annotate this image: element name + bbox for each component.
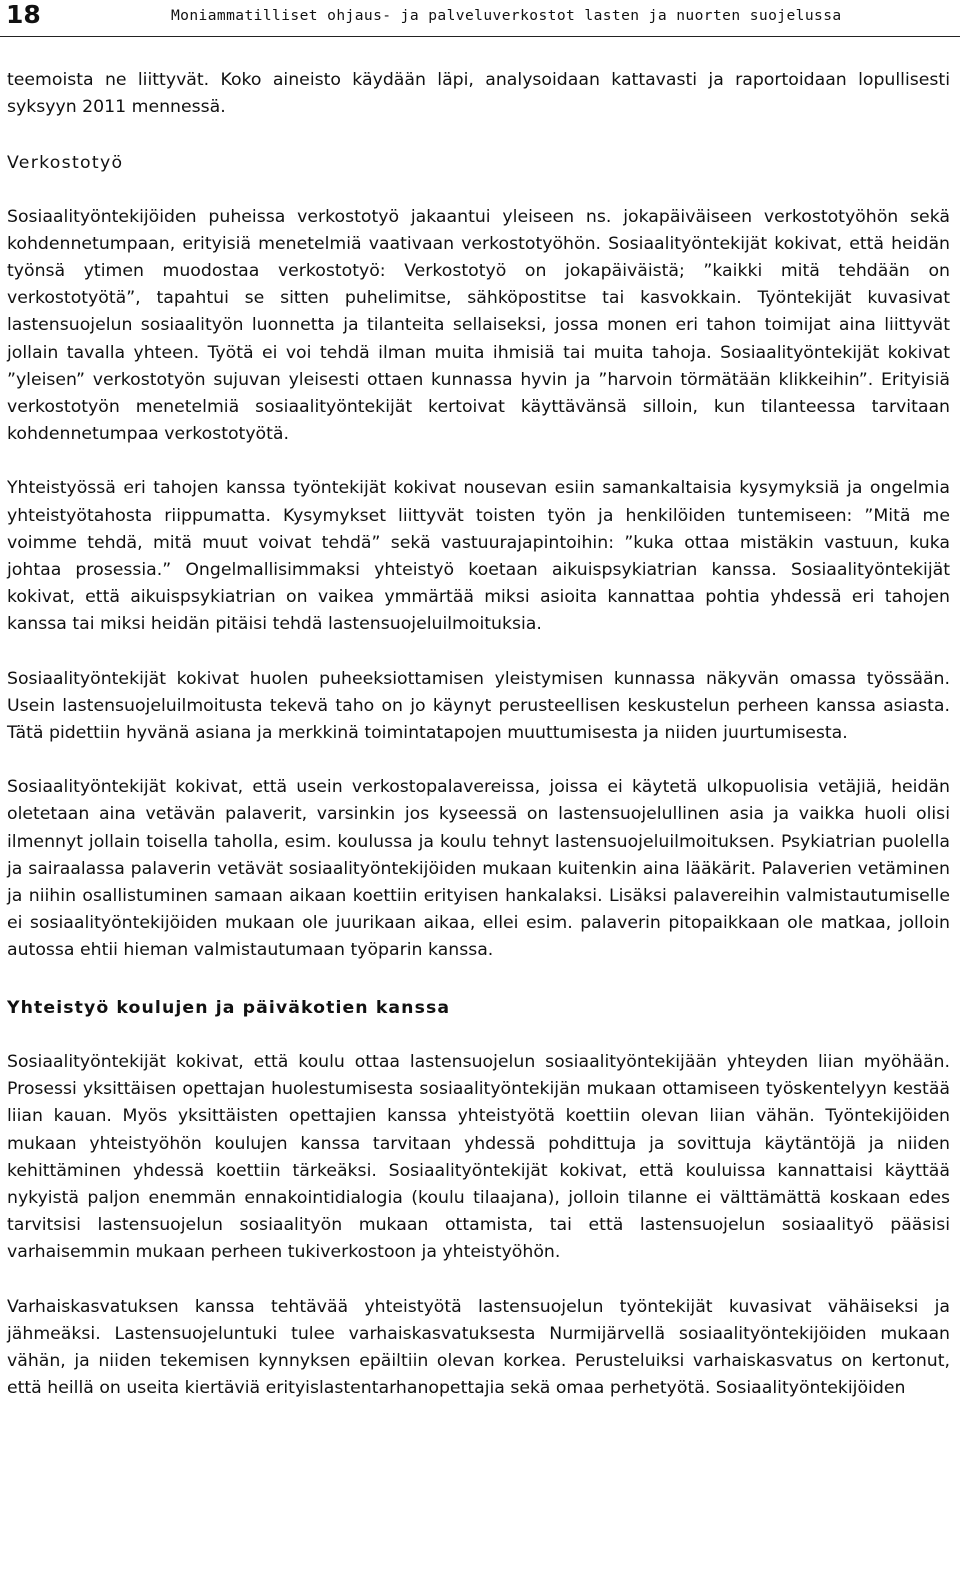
paragraph: Sosiaalityöntekijöiden puheissa verkostotyö jakaantui yleiseen ns. jokapäiväiseen verkostotyöhön sekä kohdennetumpaan, erityisiä menetelmiä vaativaan verkostotyöhön. Sosiaalityöntekijät kokivat, että heidän työnsä ytimen muodostaa verkostotyö: Verkostotyö on jokapäiväistä; ”kaikki mitä tehdään on verkostotyötä”, tapahtui se sitten puhelimitse, sähköpostitse tai kasvokkain. Työntekijät kuvasivat lastensuojelun sosiaalityön luonnetta ja tilanteita sellaiseksi, jossa monen eri tahon toimijat aina liittyvät jollain tavalla yhteen. Työtä ei voi tehdä ilman muita ihmisiä tai muita tahoja. Sosiaalityöntekijät kokivat ”yleisen” verkostotyön sujuvan yleisesti ottaen kunnassa hyvin ja ”harvoin törmätään klikkeihin”. Erityisiä verkostotyön menetelmiä sosiaalityöntekijät kertoivat käyttävänsä silloin, kun tilanteessa tarvitaan kohdennetumpaa verkostotyötä. bbox=[7, 206, 950, 445]
paragraph: Yhteistyössä eri tahojen kanssa työntekijät kokivat nousevan esiin samankaltaisia kysymyksiä ja ongelmia yhteistyötahosta riippumatta. Kysymykset liittyvät toisten työn ja henkilöiden tuntemiseen: ”Mitä me voimme tehdä, mitä muut voivat tehdä” sekä vastuurajapintoihin: ”kuka ottaa mistäkin vastuun, kuka johtaa prosessia.” Ongelmallisimmaksi yhteistyö koetaan aikuispsykiatrian kanssa. Sosiaalityöntekijät kokivat, että aikuispsykiatrian on vaikea ymmärtää miksi asioita kannattaa pohtia yhdessä eri tahojen kanssa tai miksi heidän pitäisi tehdä lastensuojeluilmoituksia. bbox=[7, 478, 950, 635]
paragraph: Sosiaalityöntekijät kokivat, että koulu ottaa lastensuojelun sosiaalityöntekijään yhteyden liian myöhään. Prosessi yksittäisen opettajan huolestumisesta sosiaalityöntekijän mukaan ottamiseen työskentelyyn kestää liian kauan. Myös yksittäisten opettajien kanssa yhteistyötä koettiin olevan liian vähän. Työntekijöiden mukaan yhteistyöhön koulujen kanssa tarvitaan yhdessä pohdittuja ja sovittuja käytäntöjä ja niiden kehittäminen yhdessä koettiin tärkeäksi. Sosiaalityöntekijät kokivat, että kouluissa kannattaisi käyttää nykyistä paljon enemmän ennakointidialogia (koulu tilaajana), jolloin tilanne ei välttämättä koskaan edes tarvitsisi lastensuojelun sosiaalityön mukaan ottamista, tai että lastensuojelun sosiaalityö pääsisi varhaisemmin mukaan perheen tukiverkostoon ja yhteistyöhön. bbox=[7, 1051, 950, 1263]
paragraph: Sosiaalityöntekijät kokivat huolen puheeksiottamisen yleistymisen kunnassa näkyvän omassa työssään. Usein lastensuojeluilmoitusta tekevä taho on jo käynyt perusteellisen keskustelun perheen kanssa asiasta. Tätä pidettiin hyvänä asiana ja merkkinä toimintatapojen muuttumisesta ja niiden juurtumisesta. bbox=[7, 668, 950, 744]
document-body bbox=[7, 67, 950, 1402]
running-title: Moniammatilliset ohjaus- ja palveluverkostot lasten ja nuorten suojelussa bbox=[171, 7, 842, 24]
paragraph: Sosiaalityöntekijät kokivat, että usein verkostopalavereissa, joissa ei käytetä ulkopuolisia vetäjiä, heidän oletetaan aina vetävän palaverit, varsinkin jos kyseessä on lastensuojelullinen asia ja vaikka huoli olisi ilmennyt jollain toisella taholla, esim. koulussa ja koulu tehnyt lastensuojeluilmoituksen. Psykiatrian puolella ja sairaalassa palaverin vetävät sosiaalityöntekijöiden mukaan kuitenkin aina lääkärit. Palaverien vetäminen ja niihin osallistuminen samaan aikaan koettiin erityisen hankalaksi. Lisäksi palavereihin valmistautumiselle ei sosiaalityöntekijöiden mukaan ole juurikaan aikaa, ellei esim. palaverin pitopaikkaan ole matkaa, jolloin autossa ehtii hieman valmistautumaan työparin kanssa. bbox=[7, 777, 950, 961]
paragraph-continuation: teemoista ne liittyvät. Koko aineisto käydään läpi, analysoidaan kattavasti ja raportoidaan lopullisesti syksyyn 2011 mennessä. bbox=[7, 70, 950, 118]
page-header bbox=[0, 0, 960, 37]
page-number: 18 bbox=[6, 0, 41, 29]
section-heading-verkostotyo: Verkostotyö bbox=[7, 153, 124, 174]
paragraph: Varhaiskasvatuksen kanssa tehtävää yhteistyötä lastensuojelun työntekijät kuvasivat vähäiseksi ja jähmeäksi. Lastensuojeluntuki tulee varhaiskasvatuksesta Nurmijärvellä sosiaalityöntekijöiden mukaan vähän, ja niiden tekemisen kynnyksen epäiltiin olevan korkea. Perusteluiksi varhaiskasvatus on kertonut, että heillä on useita kiertäviä erityislastentarhanopettajia sekä omaa perhetyötä. Sosiaalityöntekijöiden bbox=[7, 1296, 950, 1399]
section-heading-koulut: Yhteistyö koulujen ja päiväkotien kanssa bbox=[7, 997, 451, 1018]
